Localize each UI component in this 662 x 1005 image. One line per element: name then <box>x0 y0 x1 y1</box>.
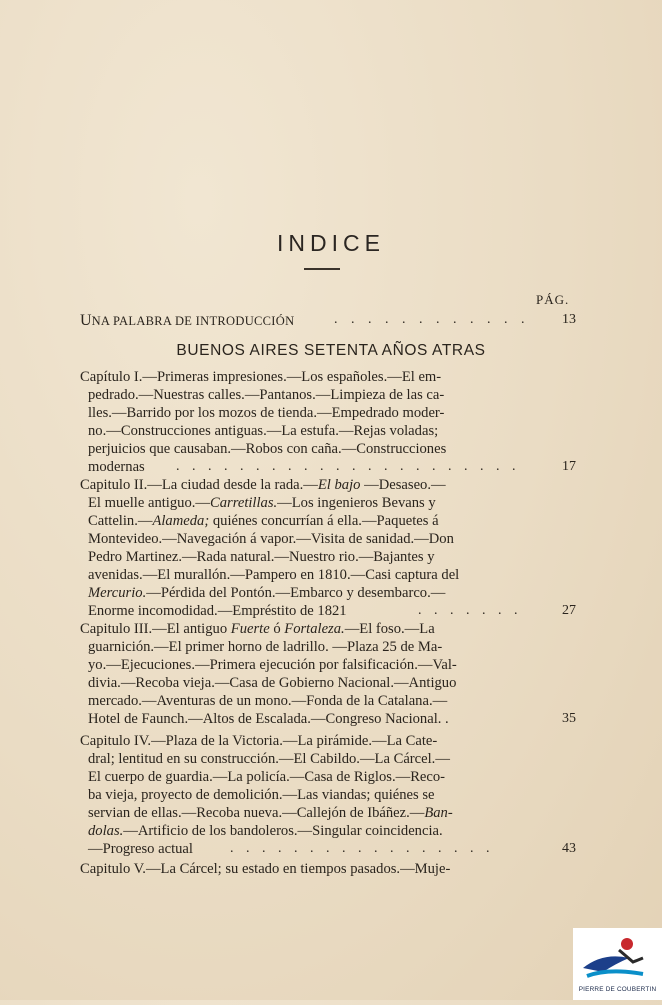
toc-page-number: 27 <box>562 603 576 618</box>
toc-page-number: 13 <box>562 312 576 327</box>
toc-line: El muelle antiguo.—Carretillas.—Los ingenieros Bevans y <box>88 495 436 511</box>
watermark-text: PIERRE DE COUBERTIN <box>578 986 657 993</box>
section-heading: BUENOS AIRES SETENTA AÑOS ATRAS <box>176 342 486 359</box>
toc-line: Capítulo I.—Primeras impresiones.—Los españoles.—El em- <box>80 369 442 385</box>
page-column-label: PÁG. <box>536 292 570 307</box>
toc-leader-dots: . . . . . . . . . . . . <box>334 312 530 327</box>
toc-leader-dots: . . . . . . . . . . . . . . . . . <box>230 841 494 856</box>
toc-line: yo.—Ejecuciones.—Primera ejecución por falsificación.—Val- <box>88 657 457 673</box>
toc-line: mercado.—Aventuras de un mono.—Fonda de la Catalana.— <box>88 693 448 709</box>
toc-line: dolas.—Artificio de los bandoleros.—Singular coincidencia. <box>88 823 443 839</box>
toc-entry-chapter-4 <box>80 732 576 858</box>
page-title: INDICE <box>277 230 385 256</box>
toc-line: Montevideo.—Navegación á vapor.—Visita de sanidad.—Don <box>88 531 454 547</box>
toc-line: Capitulo V.—La Cárcel; su estado en tiempos pasados.—Muje- <box>80 861 451 877</box>
toc-entry-chapter-5 <box>80 860 576 878</box>
toc-line: pedrado.—Nuestras calles.—Pantanos.—Limpieza de las ca- <box>88 387 445 403</box>
toc-entry-label: UNA PALABRA DE INTRODUCCIÓN <box>80 312 295 329</box>
toc-entry-chapter-3 <box>80 620 576 728</box>
toc-entry-introduction <box>80 312 576 332</box>
toc-line: Hotel de Faunch.—Altos de Escalada.—Congreso Nacional. . 35 <box>88 711 576 727</box>
toc-line: Capitulo III.—El antiguo Fuerte ó Fortaleza.—El foso.—La <box>80 621 435 637</box>
toc-line: no.—Construcciones antiguas.—La estufa.—Rejas voladas; <box>88 423 439 439</box>
watermark-logo <box>573 928 662 1000</box>
toc-leader-dots: . . . . . . . <box>418 603 522 618</box>
toc-line: Mercurio.—Pérdida del Pontón.—Embarco y desembarco.— <box>88 585 446 601</box>
toc-line: Cattelin.—Alameda; quiénes concurrían á ella.—Paquetes á <box>88 513 439 529</box>
toc-page-number: 43 <box>562 841 576 856</box>
toc-line: guarnición.—El primer horno de ladrillo. —Plaza 25 de Ma- <box>88 639 443 655</box>
toc-line: Capitulo II.—La ciudad desde la rada.—El bajo —Desaseo.— <box>80 477 446 493</box>
toc-entry-chapter-2 <box>80 476 576 620</box>
toc-line: servian de ellas.—Recoba nueva.—Callejón de Ibáñez.—Ban- <box>88 805 453 821</box>
toc-line: Capitulo IV.—Plaza de la Victoria.—La pirámide.—La Cate- <box>80 733 438 749</box>
toc-leader-dots: . . . . . . . . . . . . . . . . . . . . . . <box>176 459 520 474</box>
toc-page-number: 35 <box>562 711 576 726</box>
toc-line: modernas . . . . . . . . . . . . . . . . . . . . . . 17 <box>88 459 576 475</box>
toc-line: perjuicios que causaban.—Robos con caña.—Construcciones <box>88 441 447 457</box>
toc-line: Enorme incomodidad.—Empréstito de 1821 . . . . . . . 27 <box>88 603 576 619</box>
toc-line: ba vieja, proyecto de demolición.—Las viandas; quiénes se <box>88 787 435 803</box>
toc-page-number: 17 <box>562 459 576 474</box>
toc-line: dral; lentitud en su construcción.—El Cabildo.—La Cárcel.— <box>88 751 450 767</box>
toc-line: —Progreso actual . . . . . . . . . . . . . . . . . 43 <box>88 841 576 857</box>
title-underline <box>304 268 340 270</box>
toc-line: avenidas.—El murallón.—Pampero en 1810.—Casi captura del <box>88 567 460 583</box>
toc-line: El cuerpo de guardia.—La policía.—Casa de Riglos.—Reco- <box>88 769 446 785</box>
toc-line: Pedro Martinez.—Rada natural.—Nuestro rio.—Bajantes y <box>88 549 435 565</box>
toc-line: lles.—Barrido por los mozos de tienda.—Empedrado moder- <box>88 405 445 421</box>
toc-entry-chapter-1 <box>80 368 576 476</box>
toc-line: divia.—Recoba vieja.—Casa de Gobierno Nacional.—Antiguo <box>88 675 457 691</box>
